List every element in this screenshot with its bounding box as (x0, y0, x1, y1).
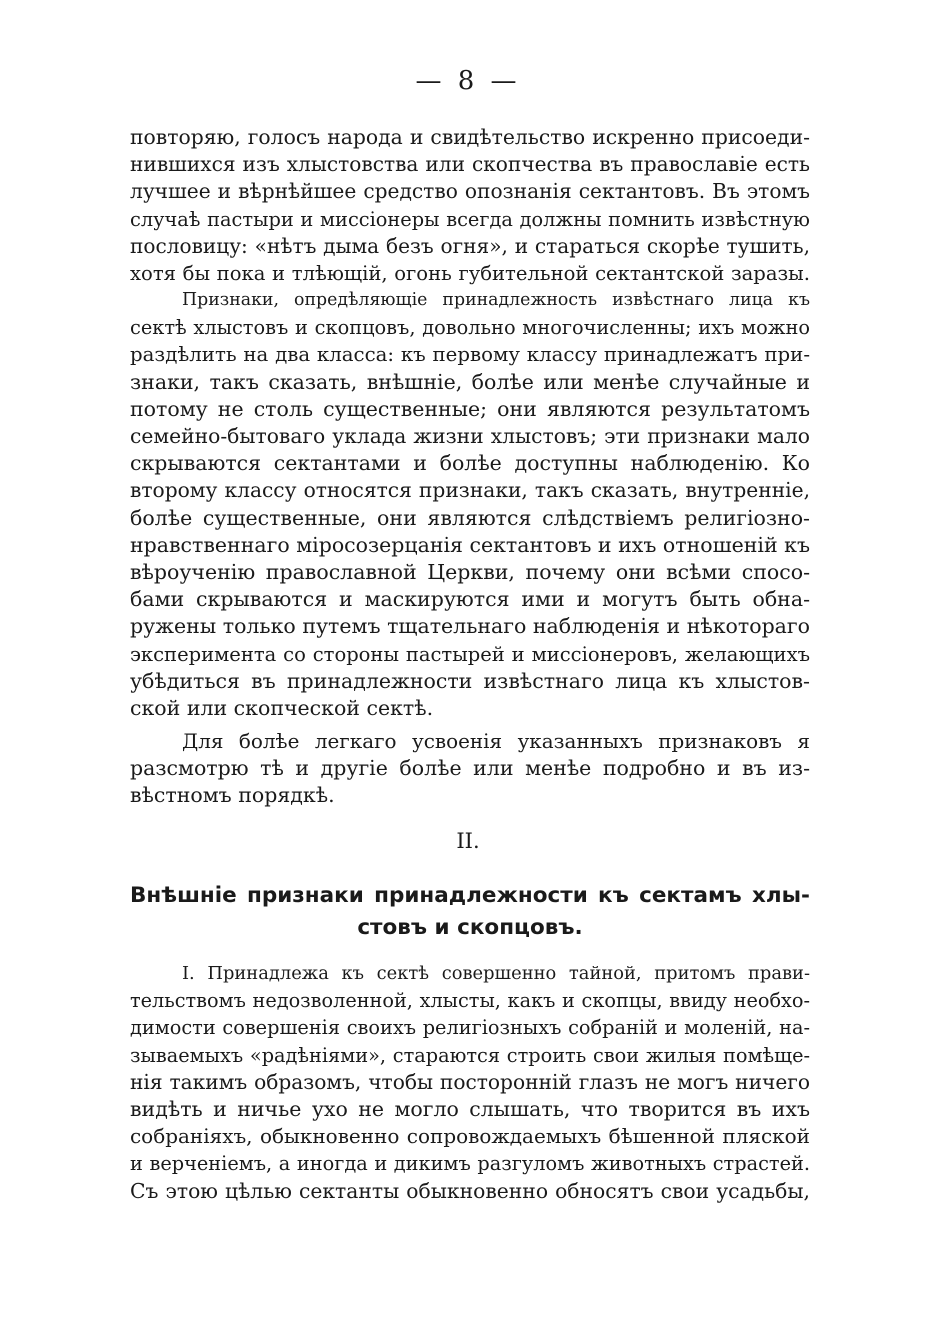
text-line: Съ этою цѣлью сектанты обыкновенно обносятъ свои усадьбы, (130, 1178, 810, 1203)
text-line: нія такимъ образомъ, чтобы посторонній глазъ не могъ ничего (130, 1069, 810, 1094)
text-line: нравственнаго міросозерцанія сектантовъ и ихъ отношеній къ (130, 532, 811, 557)
text-line: вѣстномъ порядкѣ. (130, 783, 335, 808)
text-line: второму классу относятся признаки, такъ сказать, внутренніе, (130, 478, 810, 503)
paragraph-3 (130, 728, 810, 810)
text-line: знаки, такъ сказать, внѣшніе, болѣе или менѣе случайные и (130, 369, 810, 394)
text-line: потому не столь существенные; они являются результатомъ (130, 396, 810, 421)
text-line: ской или скопческой сектѣ. (130, 696, 434, 721)
text-line: убѣдиться въ принадлежности извѣстнаго лица къ хлыстов- (130, 668, 810, 693)
heading-line: Внѣшніе признаки принадлежности къ сектамъ хлы- (130, 883, 810, 908)
text-line: раздѣлить на два класса: къ первому классу принадлежатъ при- (130, 343, 810, 367)
text-line: случаѣ пастыри и миссіонеры всегда должны помнить извѣстную (130, 207, 810, 231)
paragraph-2 (130, 287, 810, 722)
text-line: семейно-бытоваго уклада жизни хлыстовъ; эти признаки мало (130, 424, 810, 449)
text-line: Для болѣе легкаго усвоенія указанныхъ признаковъ я (182, 729, 810, 753)
text-line: болѣе существенные, они являются слѣдствіемъ религіозно- (130, 505, 810, 530)
text-line: лучшее и вѣрнѣйшее средство опознанія сектантовъ. Въ этомъ (130, 179, 810, 204)
text-line: видѣть и ничье ухо не могло слышать, что творится въ ихъ (130, 1097, 810, 1122)
page-number: — 8 — (415, 66, 521, 96)
text-line: Признаки, опредѣляющіе принадлежность извѣстнаго лица къ (182, 290, 810, 310)
text-line: и верченіемъ, а иногда и дикимъ разгуломъ животныхъ страстей. (130, 1152, 810, 1176)
text-line: пословицу: «нѣтъ дыма безъ огня», и стараться скорѣе тушить, (130, 233, 810, 258)
heading-line: стовъ и скопцовъ. (357, 915, 583, 940)
text-line: вѣроученію православной Церкви, почему они всѣми спосо- (130, 560, 810, 585)
text-line: скрываются сектантами и болѣе доступны наблюденію. Ко (130, 451, 810, 476)
text-line: димости совершенія своихъ религіозныхъ собраній и моленій, на- (130, 1016, 810, 1040)
section-heading (130, 880, 810, 944)
text-line: тельствомъ недозволенной, хлысты, какъ и скопцы, ввиду необхо- (130, 989, 810, 1013)
text-line: нившихся изъ хлыстовства или скопчества въ православіе есть (130, 152, 810, 177)
text-line: хотя бы пока и тлѣющій, огонь губительной сектантской заразы. (130, 262, 810, 286)
text-line: эксперимента со стороны пастырей и миссіонеровъ, желающихъ (130, 642, 810, 666)
text-line: повторяю, голосъ народа и свидѣтельство искренно присоеди- (130, 125, 810, 149)
paragraph-1 (130, 124, 810, 287)
section-number: II. (456, 829, 480, 853)
text-line: ружены только путемъ тщательнаго наблюденія и нѣкотораго (130, 614, 810, 639)
text-line: бами скрываются и маскируются ими и могутъ быть обна- (130, 587, 810, 612)
paragraph-4 (130, 960, 810, 1205)
text-line: зываемыхъ «радѣніями», стараются строить свои жилыя помѣще- (130, 1043, 810, 1067)
text-line: сектѣ хлыстовъ и скопцовъ, довольно многочисленны; ихъ можно (130, 316, 810, 340)
text-line: разсмотрю тѣ и другіе болѣе или менѣе подробно и въ из- (130, 756, 810, 781)
text-line: собраніяхъ, обыкновенно сопровождаемыхъ бѣшенной пляской (130, 1124, 810, 1149)
text-line: I. Принадлежа къ сектѣ совершенно тайной, притомъ прави- (182, 963, 810, 984)
